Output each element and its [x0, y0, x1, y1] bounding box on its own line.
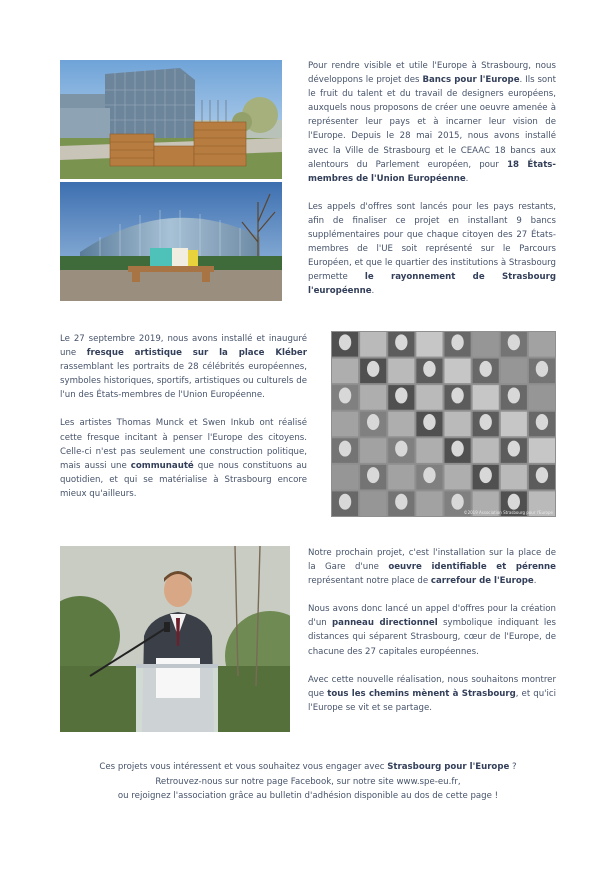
portrait-face [508, 387, 520, 403]
footer-line-1 [40, 760, 576, 775]
portrait-face [536, 361, 548, 377]
portrait-face [395, 387, 407, 403]
photo-credit: ©2019 Association Strasbourg pour l'Europe [463, 510, 553, 515]
carrefour-bold: carrefour de l'Europe [430, 576, 534, 587]
portrait-face [339, 441, 351, 457]
speaker-podium-photo [60, 546, 290, 732]
portrait-face [480, 467, 492, 483]
paving-tile [388, 465, 414, 490]
text-span: , et qu'ici l'Europe se vit et se partage. [308, 688, 556, 713]
portrait-face [339, 494, 351, 510]
portrait-face [423, 414, 435, 430]
portrait-face [367, 467, 379, 483]
eighteen-member-states-bold: 18 États-membres de l'Union Européenne [308, 159, 556, 184]
paving-tile [416, 491, 442, 516]
footer-line-3: ou rejoignez l'association grâce au bulletin d'adhésion disponible au dos de cette page ! [117, 791, 499, 801]
portrait-face [451, 441, 463, 457]
oeuvre-identifiable-bold: oeuvre identifiable et pérenne [388, 562, 556, 573]
appels-d-offres-paragraph [308, 200, 556, 299]
portrait-face [395, 441, 407, 457]
paving-tile [416, 438, 442, 463]
text-span: que nous constituons au quotidien, et qui se matérialise à Strasbourg encore mieux qu'ailleurs. [60, 460, 307, 499]
artistes-paragraph [60, 416, 307, 501]
parliament-colorful-bench-photo [60, 182, 282, 301]
fresque-kleber-section [60, 332, 307, 501]
text-span: représentant notre place de [308, 576, 431, 587]
bancs-paragraph [308, 59, 556, 186]
tous-les-chemins-bold: tous les chemins mènent à Strasbourg [327, 688, 516, 699]
text-span: Avec cette nouvelle réalisation, nous souhaitons montrer que [308, 674, 556, 699]
rayonnement-bold: le rayonnement de Strasbourg l'européenne [308, 272, 556, 297]
text-span: Nous avons donc lancé un appel d'offres pour la création d'un [308, 604, 556, 629]
portrait-face [451, 494, 463, 510]
portrait-face [508, 334, 520, 350]
portrait-face [423, 467, 435, 483]
paving-tile [416, 332, 442, 357]
portrait-face [480, 414, 492, 430]
paving-tile [360, 332, 386, 357]
text-span: . [533, 576, 537, 587]
portrait-face [367, 361, 379, 377]
paving-tile [332, 359, 358, 384]
portrait-face [480, 361, 492, 377]
paving-tile [360, 438, 386, 463]
portrait-face [367, 414, 379, 430]
paving-tile [360, 385, 386, 410]
paving-tile [473, 438, 499, 463]
paving-tile [529, 385, 555, 410]
paving-tile [445, 412, 471, 437]
text-span: . Ils sont le fruit du talent et du travail de designers européens, auxquels nous proposons de créer une oeuvre amenée à représenter leur pays et à incarner leur vision de l'Europe. Depuis le 28 mai 2015, nous avons installé avec la Ville de Strasbourg et le CEAAC 18 bancs aux alentours du Parlement européen, pour [308, 75, 557, 170]
communaute-bold: communauté [130, 460, 194, 471]
text-span: Notre prochain projet, c'est l'installation sur la place de la Gare d'une [308, 548, 556, 573]
paving-tile [501, 465, 527, 490]
portrait-face [508, 494, 520, 510]
text-span: Pour rendre visible et utile l'Europe à Strasbourg, nous développons le projet des [308, 61, 556, 86]
portrait-face [451, 334, 463, 350]
paving-tile [416, 385, 442, 410]
paving-tile [529, 332, 555, 357]
chemins-paragraph [308, 673, 556, 715]
paving-tile [473, 332, 499, 357]
paving-tile [332, 465, 358, 490]
paving-tile [501, 359, 527, 384]
paving-tile [473, 385, 499, 410]
text-span: . [465, 173, 469, 184]
portrait-face [536, 467, 548, 483]
parliament-wooden-bench-photo [60, 60, 282, 179]
paving-tile [529, 438, 555, 463]
portrait-face [423, 361, 435, 377]
portrait-face [339, 387, 351, 403]
paving-tile [445, 359, 471, 384]
fresque-artistique-bold: fresque artistique sur la place Kléber [86, 348, 307, 359]
text-span: Les appels d'offres sont lancés pour les pays restants, afin de finaliser ce projet en installant 9 bancs supplémentaires pour que chaque citoyen des 27 États-membres de l'UE soit représenté sur le Parcours Européen, et que le quartier des institutions à Strasbourg permette [308, 201, 556, 283]
text-span: . [371, 286, 375, 297]
prochain-projet-section [308, 546, 556, 715]
portrait-face [536, 414, 548, 430]
text-span: Le 27 septembre 2019, nous avons installé et inauguré une [60, 334, 307, 359]
bancs-pour-l-europe-bold: Bancs pour l'Europe [422, 75, 520, 86]
portrait-face [508, 441, 520, 457]
paving-tile [501, 412, 527, 437]
text-span: ? [509, 762, 517, 772]
bancs-pour-l-europe-section [308, 59, 556, 299]
paving-tile [332, 412, 358, 437]
paving-tile [388, 412, 414, 437]
portrait-face [339, 334, 351, 350]
fresque-portraits-photo [331, 331, 556, 517]
prochain-projet-paragraph [308, 546, 556, 588]
paving-tile [445, 465, 471, 490]
text-span: rassemblant les portraits de 28 célébrités européennes, symboles historiques, sportifs, artistiques ou culturels de l'un des États-membres de l'Union Européenne. [60, 362, 307, 401]
strasbourg-pour-l-europe-bold: Strasbourg pour l'Europe [387, 762, 510, 772]
text-span: symbolique indiquant les distances qui séparent Strasbourg, cœur de l'Europe, de chacune des 27 capitales européennes. [308, 618, 556, 657]
text-span: Les artistes Thomas Munck et Swen Inkub ont réalisé cette fresque incitant à penser l'Europe des citoyens. Celle-ci n'est pas seulement une construction politique, mais aussi une [60, 418, 307, 471]
footer-call-to-action [40, 760, 576, 804]
fresque-paragraph [60, 332, 307, 402]
portrait-face [395, 334, 407, 350]
portrait-face [395, 494, 407, 510]
portrait-face [451, 387, 463, 403]
footer-line-2: Retrouvez-nous sur notre page Facebook, sur notre site www.spe-eu.fr, [155, 776, 461, 787]
panneau-paragraph [308, 602, 556, 658]
paving-tile [360, 491, 386, 516]
text-span: Ces projets vous intéressent et vous souhaitez vous engager avec [99, 762, 388, 772]
panneau-directionnel-bold: panneau directionnel [332, 618, 438, 629]
paving-tile [388, 359, 414, 384]
